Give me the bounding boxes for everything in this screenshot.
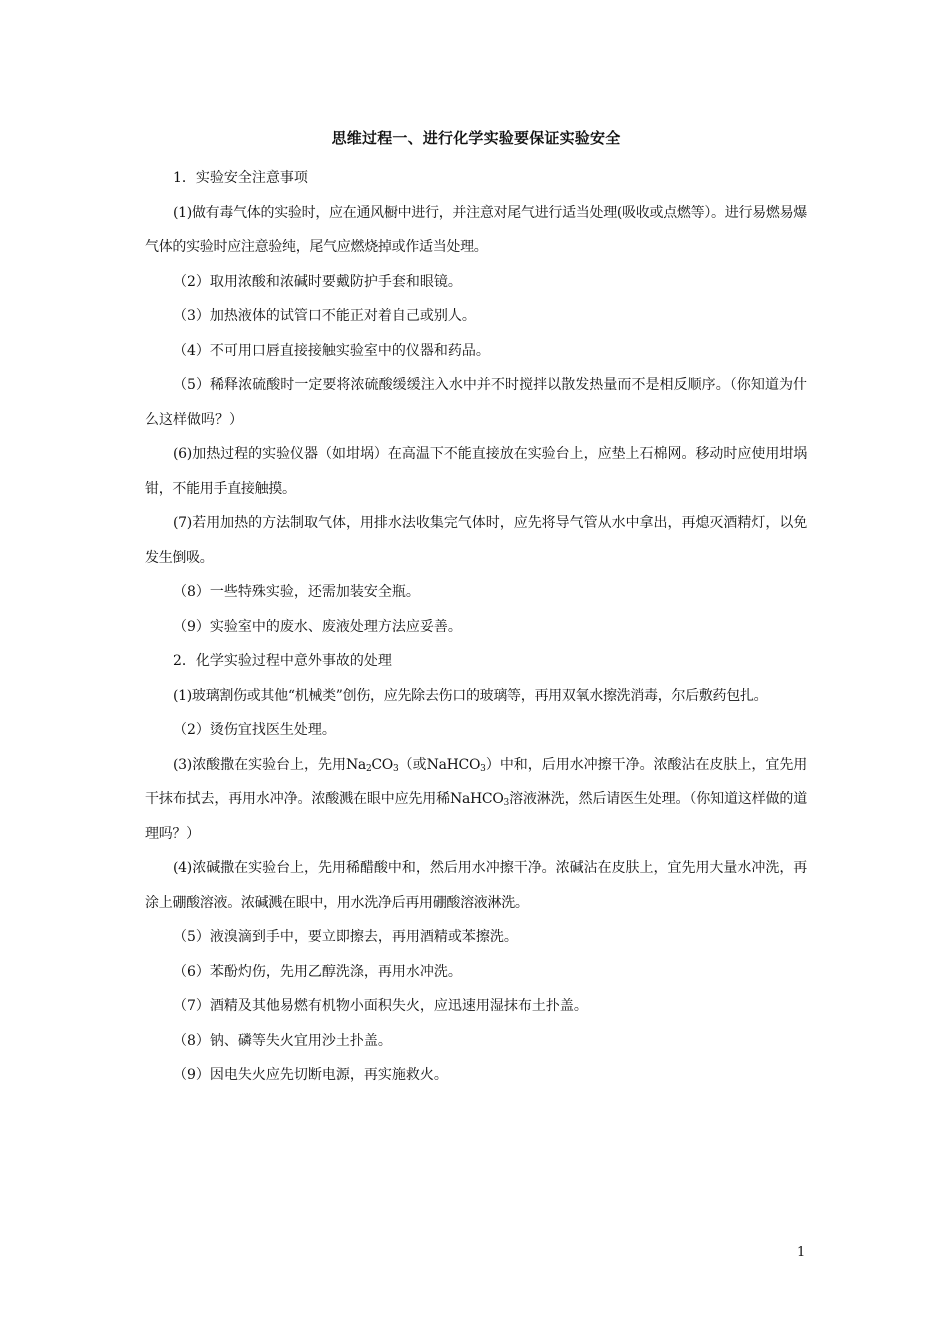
safety-note-3: （3）加热液体的试管口不能正对着自己或别人。 [173,308,476,324]
formula-na: Na [345,756,366,773]
safety-note-7: (7)若用加热的方法制取气体，用排水法收集完气体时，应先将导气管从水中拿出，再熄灭酒精灯，以免发生倒吸。 [145,515,807,566]
safety-note-6: (6)加热过程的实验仪器（如坩埚）在高温下不能直接放在实验台上，应垫上石棉网。移动时应使用坩埚钳，不能用手直接触摸。 [145,446,807,497]
document-body [145,127,807,1093]
formula-subscript: 3 [480,763,486,774]
accident-item-3-text-a: (3)浓酸撒在实验台上，先用 [173,756,346,773]
formula-co: CO [371,756,393,773]
formula-nahco: NaHCO [426,756,481,773]
formula-subscript: 2 [365,763,372,774]
accident-item-3-text-d: 溶液淋洗，然后请医生处理。（你知道这样做的道理吗？） [145,791,807,842]
safety-note-5: （5）稀释浓硫酸时一定要将浓硫酸缓缓注入水中并不时搅拌以散发热量而不是相反顺序。（你知道为什么这样做吗？） [145,377,807,428]
accident-item-3-text-b: （或 [398,756,427,773]
accident-item-5: （5）液溴滴到手中，要立即擦去，再用酒精或苯擦洗。 [173,929,518,945]
accident-item-6: （6）苯酚灼伤，先用乙醇洗涤，再用水冲洗。 [173,963,462,980]
formula-nahco: NaHCO [450,791,504,807]
accident-item-1: (1)玻璃割伤或其他“机械类”创伤，应先除去伤口的玻璃等，再用双氧水擦洗消毒，尔后敷药包扎。 [173,687,768,704]
accident-item-3 [145,748,807,852]
safety-note-9: （9）实验室中的废水、废液处理方法应妥善。 [173,618,462,635]
safety-note-2: （2）取用浓酸和浓碱时要戴防护手套和眼镜。 [173,273,462,290]
safety-note-4: （4）不可用口唇直接接触实验室中的仪器和药品。 [173,342,490,359]
section-heading-safety-notes: 1．实验安全注意事项 [173,170,308,186]
document-title: 思维过程一、进行化学实验要保证实验安全 [331,129,621,147]
formula-subscript: 3 [503,798,509,808]
accident-item-4: (4)浓碱撒在实验台上，先用稀醋酸中和，然后用水冲擦干净。浓碱沾在皮肤上，宜先用大量水冲洗，再涂上硼酸溶液。浓碱溅在眼中，用水洗净后再用硼酸溶液淋洗。 [145,860,807,911]
safety-note-1: (1)做有毒气体的实验时，应在通风橱中进行，并注意对尾气进行适当处理(吸收或点燃等）。进行易燃易爆气体的实验时应注意验纯，尾气应燃烧掉或作适当处理。 [145,204,807,255]
accident-item-3-text-c: ）中和，后用水冲擦干净。浓酸沾在皮肤上，宜先用干抹布拭去，再用水冲净。浓酸溅在眼中应先用稀 [145,756,807,807]
accident-item-2: （2）烫伤宜找医生处理。 [173,722,336,738]
page-number: 1 [797,1245,806,1260]
accident-item-9: （9）因电失火应先切断电源，再实施救火。 [173,1067,448,1083]
accident-item-7: （7）酒精及其他易燃有机物小面积失火，应迅速用湿抹布土扑盖。 [173,998,588,1014]
safety-note-8: （8）一些特殊实验，还需加装安全瓶。 [173,584,420,600]
formula-subscript: 3 [392,763,399,774]
section-heading-accident-handling: 2．化学实验过程中意外事故的处理 [173,653,392,669]
accident-item-8: （8）钠、磷等失火宜用沙土扑盖。 [173,1032,392,1049]
